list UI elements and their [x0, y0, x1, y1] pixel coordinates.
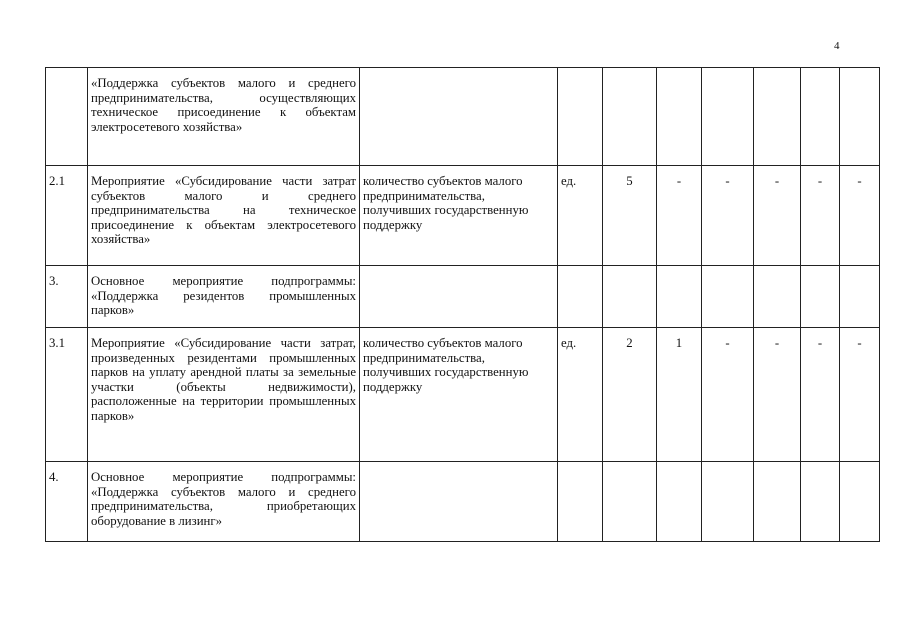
unit-cell — [558, 266, 603, 328]
measure-description-cell: «Поддержка субъектов малого и среднего предпринимательства, осуществляющих техническое присоединение к объектам электросетевого хозяйства» — [88, 68, 360, 166]
value-cell — [801, 266, 840, 328]
value-cell — [657, 462, 702, 542]
value-cell — [801, 68, 840, 166]
row-number-cell: 3.1 — [46, 328, 88, 462]
value-cell: - — [702, 166, 754, 266]
table-row — [46, 462, 880, 542]
value-cell: - — [657, 166, 702, 266]
value-cell: - — [754, 328, 801, 462]
value-cell: - — [754, 166, 801, 266]
value-cell: 2 — [603, 328, 657, 462]
value-cell — [657, 68, 702, 166]
value-cell: - — [840, 328, 880, 462]
value-cell — [840, 68, 880, 166]
table-row — [46, 68, 880, 166]
value-cell — [702, 68, 754, 166]
value-cell — [840, 266, 880, 328]
table-row — [46, 266, 880, 328]
value-cell — [840, 462, 880, 542]
value-cell — [754, 462, 801, 542]
row-number-cell — [46, 68, 88, 166]
indicator-cell: количество субъектов малого предпринимательства, получивших государственную поддержку — [360, 328, 558, 462]
value-cell: - — [801, 328, 840, 462]
value-cell: 5 — [603, 166, 657, 266]
row-number-cell: 3. — [46, 266, 88, 328]
value-cell — [702, 266, 754, 328]
measure-description-cell: Основное мероприятие подпрограммы: «Поддержка резидентов промышленных парков» — [88, 266, 360, 328]
value-cell: 1 — [657, 328, 702, 462]
measures-table — [45, 67, 880, 542]
indicator-cell — [360, 266, 558, 328]
value-cell — [754, 266, 801, 328]
value-cell: - — [702, 328, 754, 462]
indicator-cell: количество субъектов малого предпринимательства, получивших государственную поддержку — [360, 166, 558, 266]
row-number-cell: 2.1 — [46, 166, 88, 266]
value-cell: - — [840, 166, 880, 266]
value-cell: - — [801, 166, 840, 266]
value-cell — [603, 266, 657, 328]
value-cell — [754, 68, 801, 166]
table-row — [46, 328, 880, 462]
indicator-cell — [360, 68, 558, 166]
value-cell — [702, 462, 754, 542]
measure-description-cell: Мероприятие «Субсидирование части затрат субъектов малого и среднего предпринимательства на техническое присоединение к объектам электросетевого хозяйства» — [88, 166, 360, 266]
measure-description-cell: Мероприятие «Субсидирование части затрат, произведенных резидентами промышленных парков на уплату арендной платы за земельные участки (объекты недвижимости), расположенные на территории промышленных парков» — [88, 328, 360, 462]
indicator-cell — [360, 462, 558, 542]
value-cell — [657, 266, 702, 328]
unit-cell — [558, 462, 603, 542]
page-number: 4 — [834, 40, 840, 52]
value-cell — [603, 462, 657, 542]
value-cell — [801, 462, 840, 542]
value-cell — [603, 68, 657, 166]
unit-cell: ед. — [558, 328, 603, 462]
table-row — [46, 166, 880, 266]
unit-cell: ед. — [558, 166, 603, 266]
measure-description-cell: Основное мероприятие подпрограммы: «Поддержка субъектов малого и среднего предпринимательства, приобретающих оборудование в лизинг» — [88, 462, 360, 542]
row-number-cell: 4. — [46, 462, 88, 542]
unit-cell — [558, 68, 603, 166]
